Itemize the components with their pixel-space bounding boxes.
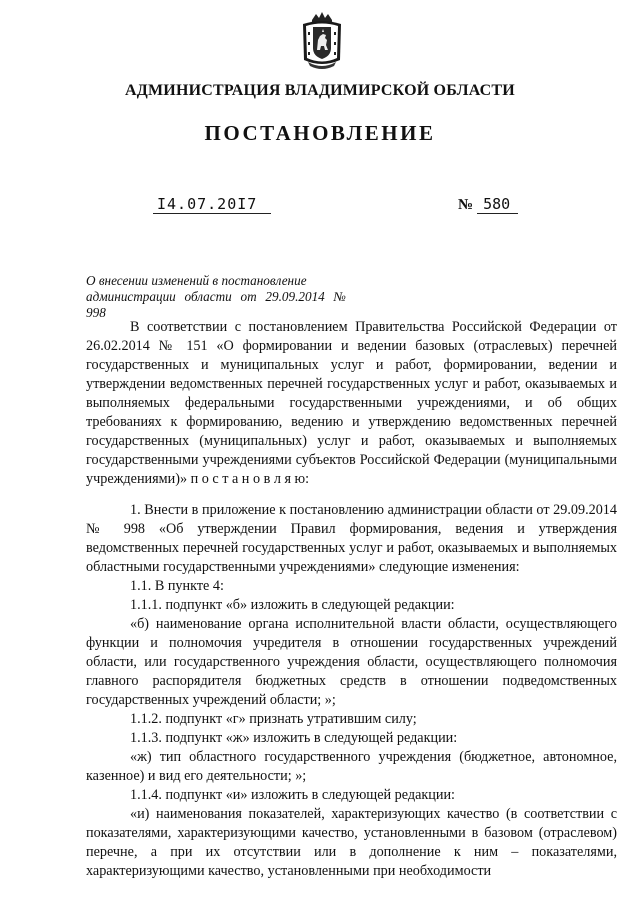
document-type-title: ПОСТАНОВЛЕНИЕ [204,121,436,145]
organization-name: АДМИНИСТРАЦИЯ ВЛАДИМИРСКОЙ ОБЛАСТИ [125,82,515,99]
document-date: I4.07.20I7 [153,195,271,214]
document-body [86,318,617,881]
clause-paragraph: 1.1.2. подпункт «г» признать утратившим силу; [130,711,417,727]
document-number-value: 580 [477,195,518,214]
clause-paragraph: 1.1. В пункте 4: [130,578,224,594]
subject-line: администрации области от 29.09.2014 № 998 [86,289,346,320]
clause-paragraph: 1.1.4. подпункт «и» изложить в следующей редакции: [130,787,455,803]
clause-paragraph: 1. Внести в приложение к постановлению администрации области от 29.09.2014 № 998 «Об утверждении Правил формирования, ведения и утверждения ведомственных перечней государственных услуг и работ, оказываемых и выполняемых областными государственными учреждениями» следующие изменения: [86,502,617,575]
clause-paragraph: «б) наименование органа исполнительной власти области, осуществляющего функции и полномочия учредителя в отношении государственных учреждений области, или государственного учреждения области, осуществляющего полномочия главного распорядителя бюджетных средств в отношении подведомственных государственных учреждений области; »; [86,616,617,708]
coat-of-arms-icon [300,10,344,70]
clause-paragraph: «и) наименования показателей, характеризующих качество (в соответствии с показателями, характеризующими качество, установленными в базовом (отраслевом) перечне, а при их отсутствии или в дополнение к ним – показателями, характеризующими качество, установленными при необходимости [86,806,617,879]
document-number [458,195,518,214]
number-sign: № [458,197,474,213]
clause-paragraph: «ж) тип областного государственного учреждения (бюджетное, автономное, казенное) и вид его деятельности; »; [86,749,617,784]
clause-paragraph: 1.1.1. подпункт «б» изложить в следующей редакции: [130,597,455,613]
subject-line: О внесении изменений в постановление [86,273,307,288]
document-subject [86,273,346,321]
preamble-paragraph: В соответствии с постановлением Правительства Российской Федерации от 26.02.2014 № 151 «О формировании и ведении базовых (отраслевых) перечней государственных и муниципальных услуг и работ, формировании, ведении и утверждении ведомственных перечней государственных услуг и работ, оказываемых и выполняемых федеральными государственными учреждениями, и об общих требованиях к формированию, ведению и утверждению ведомственных перечней государственных (муниципальных) услуг и работ, оказываемых и выполняемых государственными учреждениями субъектов Российской Федерации (муниципальными учреждениями)» п о с т а н о в л я ю: [86,319,617,487]
clause-paragraph: 1.1.3. подпункт «ж» изложить в следующей редакции: [130,730,458,746]
